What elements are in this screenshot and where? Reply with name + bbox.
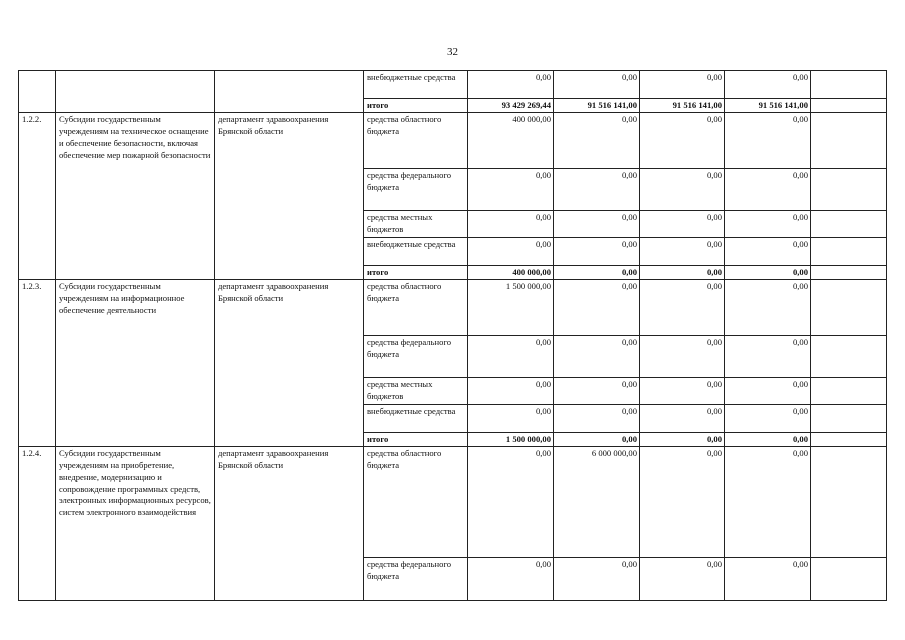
item-title: Субсидии государственным учреждениям на техническое оснащение и обеспечение безопасности, включая обеспечение мер пожарной безопасности xyxy=(56,113,215,280)
item-executor xyxy=(215,71,364,113)
budget-table xyxy=(18,70,887,601)
funding-source: средства областного бюджета xyxy=(364,447,468,558)
amount-cell: 0,00 xyxy=(554,405,640,433)
amount-cell: 0,00 xyxy=(554,558,640,601)
item-title: Субсидии государственным учреждениям на приобретение, внедрение, модернизацию и сопровождение программных средств, электронных информационных ресурсов, систем электронного взаимодействия xyxy=(56,447,215,601)
funding-source: средства федерального бюджета xyxy=(364,169,468,211)
item-code: 1.2.4. xyxy=(19,447,56,601)
amount-cell: 400 000,00 xyxy=(468,113,554,169)
blank-cell xyxy=(811,266,887,280)
item-code: 1.2.2. xyxy=(19,113,56,280)
blank-cell xyxy=(811,71,887,99)
table-row xyxy=(19,280,887,336)
blank-cell xyxy=(811,211,887,238)
funding-source: внебюджетные средства xyxy=(364,405,468,433)
blank-cell xyxy=(811,280,887,336)
table-body xyxy=(19,71,887,601)
amount-cell: 400 000,00 xyxy=(468,266,554,280)
funding-source: средства областного бюджета xyxy=(364,280,468,336)
amount-cell: 93 429 269,44 xyxy=(468,99,554,113)
blank-cell xyxy=(811,433,887,447)
amount-cell: 0,00 xyxy=(725,71,811,99)
amount-cell: 91 516 141,00 xyxy=(725,99,811,113)
blank-cell xyxy=(811,405,887,433)
item-executor: департамент здравоохранения Брянской области xyxy=(215,280,364,447)
amount-cell: 0,00 xyxy=(640,266,725,280)
item-title xyxy=(56,71,215,113)
funding-source: средства областного бюджета xyxy=(364,113,468,169)
amount-cell: 0,00 xyxy=(468,378,554,405)
funding-source: итого xyxy=(364,99,468,113)
blank-cell xyxy=(811,378,887,405)
amount-cell: 0,00 xyxy=(640,336,725,378)
blank-cell xyxy=(811,113,887,169)
amount-cell: 0,00 xyxy=(554,433,640,447)
table-row xyxy=(19,113,887,169)
amount-cell: 0,00 xyxy=(725,378,811,405)
amount-cell: 1 500 000,00 xyxy=(468,433,554,447)
funding-source: итого xyxy=(364,266,468,280)
amount-cell: 0,00 xyxy=(554,169,640,211)
amount-cell: 0,00 xyxy=(640,280,725,336)
blank-cell xyxy=(811,169,887,211)
amount-cell: 0,00 xyxy=(640,447,725,558)
amount-cell: 0,00 xyxy=(468,169,554,211)
amount-cell: 0,00 xyxy=(554,71,640,99)
amount-cell: 0,00 xyxy=(725,113,811,169)
amount-cell: 0,00 xyxy=(554,280,640,336)
funding-source: внебюджетные средства xyxy=(364,238,468,266)
amount-cell: 0,00 xyxy=(554,266,640,280)
amount-cell: 0,00 xyxy=(725,211,811,238)
blank-cell xyxy=(811,336,887,378)
amount-cell: 6 000 000,00 xyxy=(554,447,640,558)
item-code xyxy=(19,71,56,113)
amount-cell: 0,00 xyxy=(725,169,811,211)
item-executor: департамент здравоохранения Брянской области xyxy=(215,447,364,601)
amount-cell: 0,00 xyxy=(640,433,725,447)
amount-cell: 0,00 xyxy=(725,447,811,558)
blank-cell xyxy=(811,99,887,113)
amount-cell: 0,00 xyxy=(725,405,811,433)
amount-cell: 0,00 xyxy=(640,71,725,99)
amount-cell: 91 516 141,00 xyxy=(640,99,725,113)
funding-source: средства федерального бюджета xyxy=(364,336,468,378)
amount-cell: 0,00 xyxy=(468,447,554,558)
amount-cell: 0,00 xyxy=(468,336,554,378)
amount-cell: 0,00 xyxy=(554,113,640,169)
funding-source: средства местных бюджетов xyxy=(364,378,468,405)
item-title: Субсидии государственным учреждениям на информационное обеспечение деятельности xyxy=(56,280,215,447)
funding-source: средства местных бюджетов xyxy=(364,211,468,238)
amount-cell: 0,00 xyxy=(725,433,811,447)
funding-source: внебюджетные средства xyxy=(364,71,468,99)
blank-cell xyxy=(811,447,887,558)
table-row xyxy=(19,447,887,558)
amount-cell: 0,00 xyxy=(468,558,554,601)
amount-cell: 0,00 xyxy=(640,211,725,238)
amount-cell: 0,00 xyxy=(640,405,725,433)
amount-cell: 0,00 xyxy=(725,266,811,280)
item-executor: департамент здравоохранения Брянской области xyxy=(215,113,364,280)
amount-cell: 0,00 xyxy=(725,336,811,378)
item-code: 1.2.3. xyxy=(19,280,56,447)
funding-source: средства федерального бюджета xyxy=(364,558,468,601)
amount-cell: 1 500 000,00 xyxy=(468,280,554,336)
amount-cell: 0,00 xyxy=(554,211,640,238)
amount-cell: 0,00 xyxy=(640,558,725,601)
page-number: 32 xyxy=(447,46,458,58)
amount-cell: 0,00 xyxy=(468,238,554,266)
amount-cell: 0,00 xyxy=(554,336,640,378)
amount-cell: 91 516 141,00 xyxy=(554,99,640,113)
table-row xyxy=(19,71,887,99)
blank-cell xyxy=(811,238,887,266)
amount-cell: 0,00 xyxy=(468,211,554,238)
amount-cell: 0,00 xyxy=(640,238,725,266)
amount-cell: 0,00 xyxy=(554,378,640,405)
blank-cell xyxy=(811,558,887,601)
amount-cell: 0,00 xyxy=(554,238,640,266)
funding-source: итого xyxy=(364,433,468,447)
amount-cell: 0,00 xyxy=(640,169,725,211)
amount-cell: 0,00 xyxy=(468,405,554,433)
amount-cell: 0,00 xyxy=(725,280,811,336)
amount-cell: 0,00 xyxy=(725,238,811,266)
amount-cell: 0,00 xyxy=(640,113,725,169)
amount-cell: 0,00 xyxy=(725,558,811,601)
amount-cell: 0,00 xyxy=(468,71,554,99)
amount-cell: 0,00 xyxy=(640,378,725,405)
